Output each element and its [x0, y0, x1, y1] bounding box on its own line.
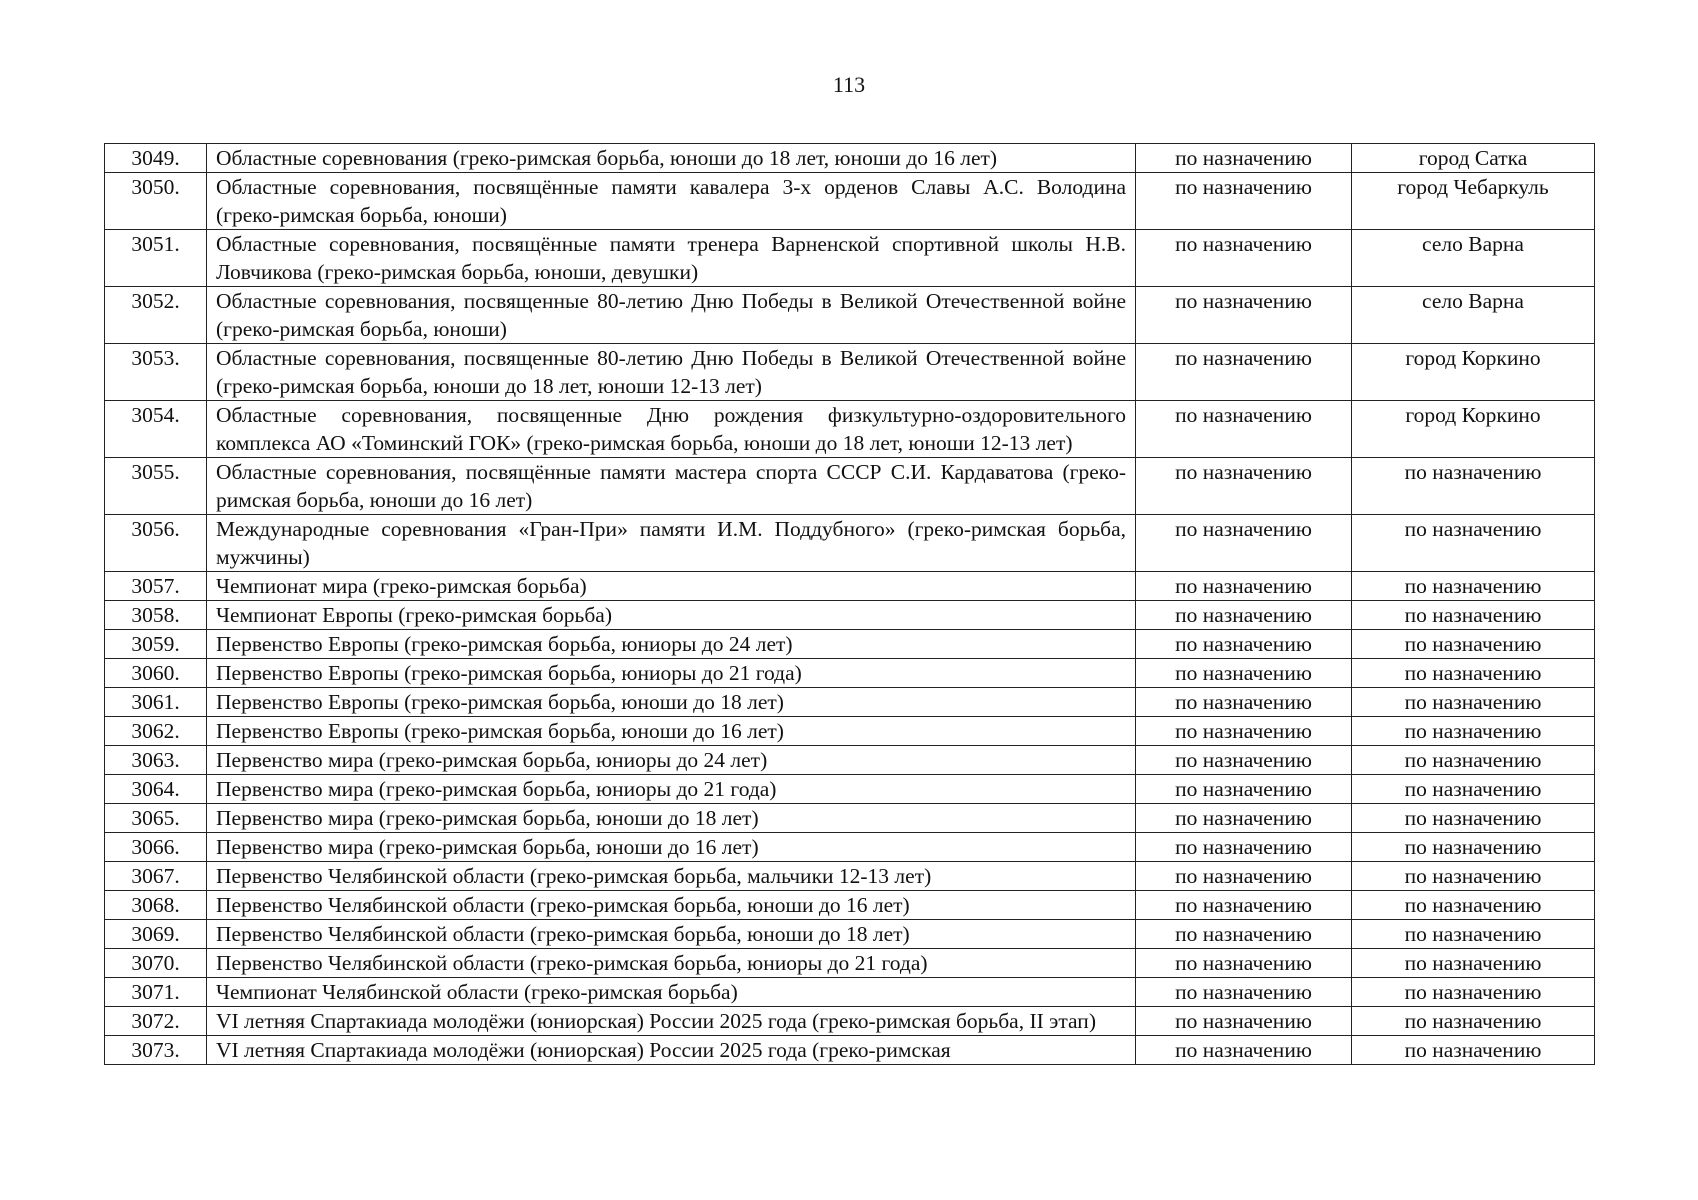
event-title: Первенство мира (греко-римская борьба, юниоры до 24 лет) — [207, 746, 1136, 775]
event-place: по назначению — [1352, 572, 1595, 601]
table-row — [105, 572, 1595, 601]
row-number: 3053. — [105, 344, 207, 401]
event-date: по назначению — [1136, 287, 1352, 344]
event-title: Международные соревнования «Гран-При» памяти И.М. Поддубного» (греко-римская борьба, мужчины) — [207, 515, 1136, 572]
event-date: по назначению — [1136, 775, 1352, 804]
event-title: Чемпионат Европы (греко-римская борьба) — [207, 601, 1136, 630]
table-row — [105, 978, 1595, 1007]
page-number: 113 — [832, 72, 866, 97]
table-row — [105, 920, 1595, 949]
table-row — [105, 746, 1595, 775]
event-place: город Коркино — [1352, 401, 1595, 458]
row-number: 3058. — [105, 601, 207, 630]
event-place: по назначению — [1352, 775, 1595, 804]
event-date: по назначению — [1136, 630, 1352, 659]
event-place: по назначению — [1352, 1007, 1595, 1036]
event-title: Областные соревнования, посвящённые памяти тренера Варненской спортивной школы Н.В. Ловчикова (греко-римская борьба, юноши, девушки) — [207, 230, 1136, 287]
table-row — [105, 659, 1595, 688]
event-place: по назначению — [1352, 949, 1595, 978]
event-place: по назначению — [1352, 862, 1595, 891]
event-date: по назначению — [1136, 891, 1352, 920]
row-number: 3056. — [105, 515, 207, 572]
event-date: по назначению — [1136, 401, 1352, 458]
event-place: по назначению — [1352, 688, 1595, 717]
row-number: 3063. — [105, 746, 207, 775]
event-place: по назначению — [1352, 746, 1595, 775]
events-table — [104, 143, 1595, 1065]
event-title: Первенство Европы (греко-римская борьба, юниоры до 21 года) — [207, 659, 1136, 688]
table-row — [105, 1036, 1595, 1065]
event-place: город Чебаркуль — [1352, 173, 1595, 230]
row-number: 3054. — [105, 401, 207, 458]
event-place: по назначению — [1352, 978, 1595, 1007]
table-row — [105, 515, 1595, 572]
event-place: по назначению — [1352, 804, 1595, 833]
row-number: 3070. — [105, 949, 207, 978]
event-date: по назначению — [1136, 601, 1352, 630]
row-number: 3062. — [105, 717, 207, 746]
event-place: по назначению — [1352, 458, 1595, 515]
event-date: по назначению — [1136, 978, 1352, 1007]
row-number: 3061. — [105, 688, 207, 717]
row-number: 3059. — [105, 630, 207, 659]
event-date: по назначению — [1136, 230, 1352, 287]
table-row — [105, 230, 1595, 287]
row-number: 3071. — [105, 978, 207, 1007]
event-date: по назначению — [1136, 688, 1352, 717]
event-date: по назначению — [1136, 1007, 1352, 1036]
table-row — [105, 601, 1595, 630]
event-place: по назначению — [1352, 833, 1595, 862]
row-number: 3066. — [105, 833, 207, 862]
event-title: Чемпионат Челябинской области (греко-римская борьба) — [207, 978, 1136, 1007]
table-row — [105, 458, 1595, 515]
row-number: 3060. — [105, 659, 207, 688]
event-title: VI летняя Спартакиада молодёжи (юниорская) России 2025 года (греко-римская борьба, II этап) — [207, 1007, 1136, 1036]
table-row — [105, 862, 1595, 891]
event-title: VI летняя Спартакиада молодёжи (юниорская) России 2025 года (греко-римская — [207, 1036, 1136, 1065]
row-number: 3064. — [105, 775, 207, 804]
event-date: по назначению — [1136, 746, 1352, 775]
event-title: Первенство Челябинской области (греко-римская борьба, юниоры до 21 года) — [207, 949, 1136, 978]
row-number: 3068. — [105, 891, 207, 920]
event-title: Чемпионат мира (греко-римская борьба) — [207, 572, 1136, 601]
event-place: по назначению — [1352, 515, 1595, 572]
table-row — [105, 717, 1595, 746]
event-date: по назначению — [1136, 804, 1352, 833]
event-date: по назначению — [1136, 659, 1352, 688]
row-number: 3057. — [105, 572, 207, 601]
event-place: по назначению — [1352, 891, 1595, 920]
table-row — [105, 630, 1595, 659]
event-place: город Коркино — [1352, 344, 1595, 401]
event-title: Первенство Челябинской области (греко-римская борьба, юноши до 18 лет) — [207, 920, 1136, 949]
row-number: 3055. — [105, 458, 207, 515]
event-title: Областные соревнования (греко-римская борьба, юноши до 18 лет, юноши до 16 лет) — [207, 144, 1136, 173]
event-place: по назначению — [1352, 659, 1595, 688]
event-date: по назначению — [1136, 572, 1352, 601]
event-title: Областные соревнования, посвящённые памяти мастера спорта СССР С.И. Кардаватова (греко-римская борьба, юноши до 16 лет) — [207, 458, 1136, 515]
row-number: 3065. — [105, 804, 207, 833]
event-title: Областные соревнования, посвященные 80-летию Дню Победы в Великой Отечественной войне (греко-римская борьба, юноши) — [207, 287, 1136, 344]
row-number: 3051. — [105, 230, 207, 287]
row-number: 3067. — [105, 862, 207, 891]
event-title: Первенство Европы (греко-римская борьба, юноши до 18 лет) — [207, 688, 1136, 717]
table-row — [105, 287, 1595, 344]
table-row — [105, 949, 1595, 978]
event-place: по назначению — [1352, 920, 1595, 949]
event-place: село Варна — [1352, 287, 1595, 344]
table-row — [105, 173, 1595, 230]
event-date: по назначению — [1136, 920, 1352, 949]
event-title: Первенство мира (греко-римская борьба, юноши до 16 лет) — [207, 833, 1136, 862]
table-row — [105, 144, 1595, 173]
row-number: 3049. — [105, 144, 207, 173]
table-row — [105, 804, 1595, 833]
event-title: Первенство мира (греко-римская борьба, юноши до 18 лет) — [207, 804, 1136, 833]
row-number: 3052. — [105, 287, 207, 344]
event-title: Первенство Европы (греко-римская борьба, юноши до 16 лет) — [207, 717, 1136, 746]
event-date: по назначению — [1136, 344, 1352, 401]
table-row — [105, 833, 1595, 862]
row-number: 3069. — [105, 920, 207, 949]
event-place: по назначению — [1352, 601, 1595, 630]
table-row — [105, 688, 1595, 717]
table-row — [105, 891, 1595, 920]
event-date: по назначению — [1136, 458, 1352, 515]
table-row — [105, 775, 1595, 804]
events-table-body — [105, 144, 1595, 1065]
event-date: по назначению — [1136, 515, 1352, 572]
row-number: 3050. — [105, 173, 207, 230]
event-title: Первенство мира (греко-римская борьба, юниоры до 21 года) — [207, 775, 1136, 804]
event-date: по назначению — [1136, 173, 1352, 230]
table-row — [105, 1007, 1595, 1036]
event-title: Первенство Челябинской области (греко-римская борьба, мальчики 12-13 лет) — [207, 862, 1136, 891]
event-place: по назначению — [1352, 717, 1595, 746]
event-date: по назначению — [1136, 862, 1352, 891]
event-title: Первенство Челябинской области (греко-римская борьба, юноши до 16 лет) — [207, 891, 1136, 920]
event-place: по назначению — [1352, 1036, 1595, 1065]
event-title: Областные соревнования, посвященные 80-летию Дню Победы в Великой Отечественной войне (греко-римская борьба, юноши до 18 лет, юноши 12-13 лет) — [207, 344, 1136, 401]
event-date: по назначению — [1136, 1036, 1352, 1065]
event-date: по назначению — [1136, 144, 1352, 173]
table-row — [105, 344, 1595, 401]
row-number: 3073. — [105, 1036, 207, 1065]
event-date: по назначению — [1136, 717, 1352, 746]
row-number: 3072. — [105, 1007, 207, 1036]
event-title: Областные соревнования, посвящённые памяти кавалера 3-х орденов Славы А.С. Володина (греко-римская борьба, юноши) — [207, 173, 1136, 230]
table-row — [105, 401, 1595, 458]
event-title: Первенство Европы (греко-римская борьба, юниоры до 24 лет) — [207, 630, 1136, 659]
event-place: город Сатка — [1352, 144, 1595, 173]
event-place: по назначению — [1352, 630, 1595, 659]
event-place: село Варна — [1352, 230, 1595, 287]
event-date: по назначению — [1136, 949, 1352, 978]
event-title: Областные соревнования, посвященные Дню рождения физкультурно-оздоровительного комплекса АО «Томинский ГОК» (греко-римская борьба, юноши до 18 лет, юноши 12-13 лет) — [207, 401, 1136, 458]
event-date: по назначению — [1136, 833, 1352, 862]
